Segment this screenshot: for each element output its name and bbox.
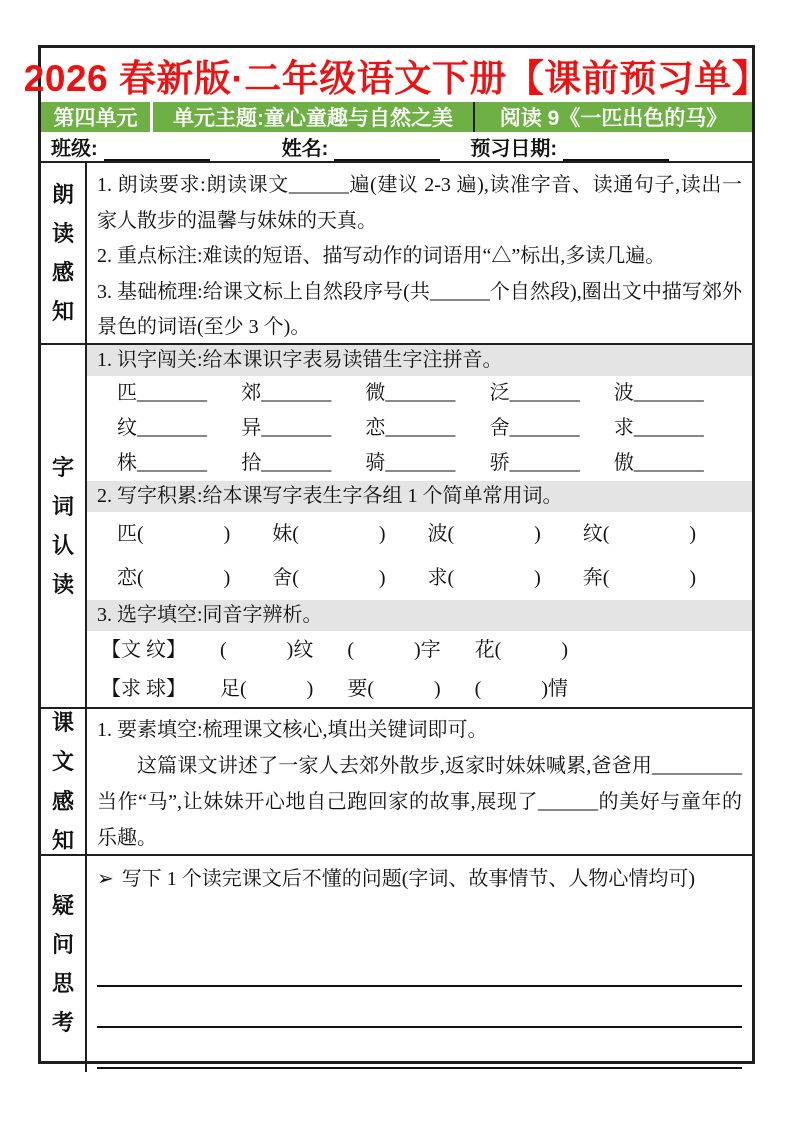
name-field [282,132,441,161]
date-label: 预习日期: [470,138,558,160]
homophone-cell: ( )字 [347,639,441,661]
word-build-cell: 求( ) [427,567,541,589]
reading-item: 3. 基础梳理:给课文标上自然段序号(共______个自然段),圈出文中描写郊外景色的词语(至少 3 个)。 [97,280,742,338]
homophone-cell: ( )纹 [220,639,314,661]
arrow-bullet-icon: ➢ [97,868,114,890]
lesson-title: 阅读 9《一匹出色的马》 [499,107,728,130]
word-build-row [87,512,752,556]
pinyin-cell: 求_______ [613,417,704,439]
pinyin-cell: 微_______ [365,382,456,404]
pinyin-task-header: 1. 识字闯关:给本课识字表易读错生字注拼音。 [87,345,752,376]
pinyin-cell: 郊_______ [241,382,332,404]
section-questions-content [87,856,752,1072]
section-comprehension-content [87,709,752,854]
question-prompt-text: 写下 1 个读完课文后不懂的问题(字词、故事情节、人物心情均可) [121,868,696,890]
pinyin-cell: 舍_______ [489,417,580,439]
unit-theme: 单元主题:童心童趣与自然之美 [153,102,475,132]
word-build-cell: 奔( ) [582,567,697,589]
section-questions [41,854,752,1072]
section-comprehension-label: 课文感知 [41,709,87,854]
class-label: 班级: [51,138,98,160]
section-words-label: 字词认读 [41,345,87,707]
pinyin-cell: 傲_______ [613,452,704,474]
date-field [470,132,669,161]
word-build-cell: 匹( ) [117,523,231,545]
comprehension-task-header: 1. 要素填空:梳理课文核心,填出关键词即可。 [97,719,488,741]
unit-number: 第四单元 [41,102,153,132]
pinyin-cell: 骑_______ [365,452,456,474]
section-words [41,343,752,707]
page-title: 2026 春新版·二年级语文下册【课前预习单】 [23,58,770,99]
homophone-cell: 足( ) [220,678,314,700]
class-field [51,132,210,161]
pinyin-cell: 株_______ [117,452,207,474]
reading-item: 2. 重点标注:难读的短语、描写动作的词语用“△”标出,多读几遍。 [97,245,666,267]
student-info-row [41,132,752,161]
answer-line [97,946,742,987]
name-blank [334,143,440,161]
word-build-task-header: 2. 写字积累:给本课写字表生字各组 1 个简单常用词。 [87,481,752,512]
homophone-row [87,631,752,670]
answer-line [97,1028,742,1069]
pinyin-cell: 泛_______ [489,382,580,404]
section-reading-label: 朗读感知 [41,163,87,343]
class-blank [104,143,210,161]
pinyin-row [87,446,752,481]
pinyin-row [87,411,752,446]
word-build-cell: 纹( ) [582,523,697,545]
reading-item: 1. 朗读要求:朗读课文______遍(建议 2-3 遍),读准字音、读通句子,读出一家人散步的温馨与妹妹的天真。 [97,174,742,232]
pinyin-cell: 匹_______ [117,382,207,404]
word-build-cell: 妹( ) [272,523,386,545]
pinyin-row [87,376,752,411]
homophone-row [87,670,752,707]
homophone-options: 【文 纹】 [101,639,186,661]
pinyin-cell: 恋_______ [365,417,456,439]
section-words-content [87,345,752,707]
homophone-options: 【求 球】 [101,678,186,700]
question-prompt [97,862,742,946]
word-build-cell: 恋( ) [117,567,231,589]
pinyin-cell: 纹_______ [117,417,207,439]
pinyin-cell: 拾_______ [241,452,332,474]
section-comprehension [41,707,752,854]
answer-line [97,987,742,1028]
homophone-cell: 要( ) [347,678,441,700]
name-label: 姓名: [281,138,329,160]
comprehension-paragraph: 这篇课文讲述了一家人去郊外散步,返家时妹妹喊累,爸爸用_________当作“马”,让妹妹开心地自己跑回家的故事,展现了______的美好与童年的乐趣。 [97,755,742,849]
section-reading-content [87,163,752,343]
section-reading [41,161,752,343]
worksheet-page [23,45,770,1064]
date-blank [563,143,669,161]
word-build-row [87,556,752,600]
unit-banner [41,102,752,132]
pinyin-cell: 骄_______ [489,452,580,474]
pinyin-cell: 波_______ [613,382,704,404]
homophone-cell: ( )情 [474,678,568,700]
section-questions-label: 疑问思考 [41,856,87,1072]
word-build-cell: 舍( ) [272,567,386,589]
homophone-cell: 花( ) [474,639,568,661]
homophone-task-header: 3. 选字填空:同音字辨析。 [87,600,752,631]
word-build-cell: 波( ) [427,523,541,545]
pinyin-cell: 异_______ [241,417,332,439]
